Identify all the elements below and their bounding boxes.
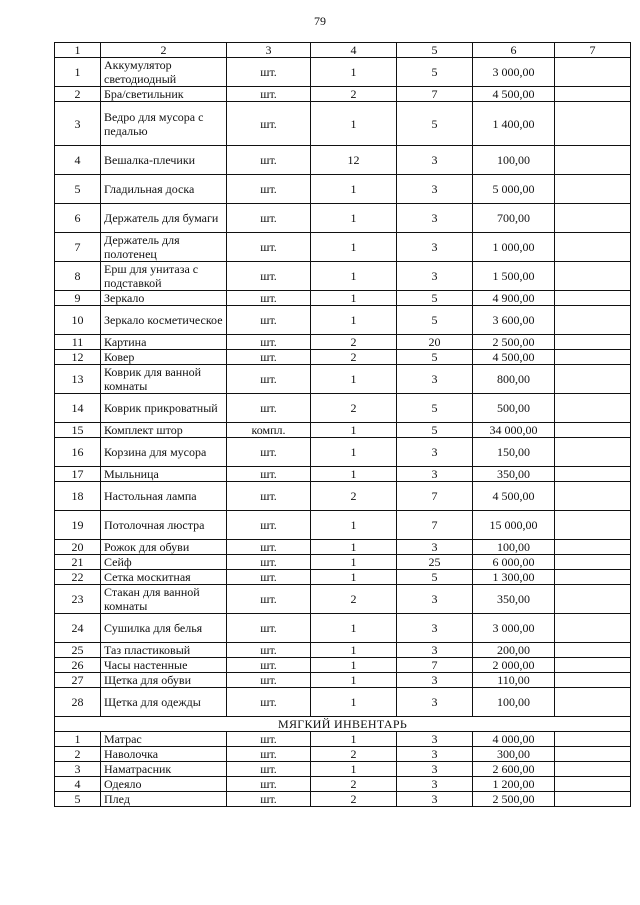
item-unit: шт. [227,747,311,762]
column-header: 3 [227,43,311,58]
item-unit: шт. [227,394,311,423]
table-row [55,423,631,438]
table-row [55,747,631,762]
item-price: 1 500,00 [473,262,555,291]
item-name: Стакан для ванной комнаты [101,585,227,614]
item-number: 6 [55,204,101,233]
item-number: 11 [55,335,101,350]
item-quantity: 2 [311,350,397,365]
table-row [55,511,631,540]
item-service-years: 3 [397,175,473,204]
item-unit: шт. [227,58,311,87]
item-service-years: 3 [397,204,473,233]
item-name: Ковер [101,350,227,365]
item-name: Коврик для ванной комнаты [101,365,227,394]
item-note [555,570,631,585]
item-unit: шт. [227,643,311,658]
item-price: 100,00 [473,540,555,555]
item-note [555,146,631,175]
item-unit: шт. [227,87,311,102]
item-number: 19 [55,511,101,540]
item-unit: шт. [227,762,311,777]
item-note [555,747,631,762]
item-unit: шт. [227,233,311,262]
item-unit: шт. [227,335,311,350]
item-unit: шт. [227,291,311,306]
table-row [55,585,631,614]
item-service-years: 3 [397,673,473,688]
table-row [55,146,631,175]
item-note [555,438,631,467]
item-note [555,585,631,614]
item-quantity: 1 [311,762,397,777]
item-note [555,555,631,570]
table-row [55,58,631,87]
table-row [55,350,631,365]
column-header: 5 [397,43,473,58]
table-row [55,87,631,102]
item-name: Комплект штор [101,423,227,438]
item-number: 4 [55,146,101,175]
section-title: МЯГКИЙ ИНВЕНТАРЬ [55,717,631,732]
table-row [55,540,631,555]
item-price: 300,00 [473,747,555,762]
table-row [55,394,631,423]
item-service-years: 20 [397,335,473,350]
item-unit: шт. [227,262,311,291]
item-service-years: 5 [397,291,473,306]
item-service-years: 5 [397,58,473,87]
item-unit: шт. [227,688,311,717]
item-number: 1 [55,58,101,87]
item-service-years: 3 [397,467,473,482]
item-note [555,350,631,365]
item-note [555,102,631,146]
item-unit: шт. [227,482,311,511]
item-service-years: 3 [397,365,473,394]
item-note [555,777,631,792]
item-service-years: 7 [397,658,473,673]
item-number: 9 [55,291,101,306]
item-service-years: 7 [397,511,473,540]
item-quantity: 1 [311,175,397,204]
item-unit: шт. [227,511,311,540]
column-header: 4 [311,43,397,58]
item-name: Держатель для полотенец [101,233,227,262]
item-quantity: 1 [311,262,397,291]
item-name: Картина [101,335,227,350]
item-number: 14 [55,394,101,423]
item-service-years: 5 [397,570,473,585]
item-service-years: 3 [397,585,473,614]
item-note [555,658,631,673]
item-note [555,688,631,717]
item-quantity: 1 [311,643,397,658]
item-number: 3 [55,102,101,146]
item-name: Бра/светильник [101,87,227,102]
item-service-years: 3 [397,146,473,175]
item-service-years: 5 [397,102,473,146]
table-row [55,658,631,673]
item-service-years: 3 [397,792,473,807]
table-row [55,467,631,482]
item-price: 2 500,00 [473,335,555,350]
column-header: 7 [555,43,631,58]
item-price: 700,00 [473,204,555,233]
item-number: 18 [55,482,101,511]
table-row [55,792,631,807]
item-name: Сетка москитная [101,570,227,585]
item-name: Корзина для мусора [101,438,227,467]
item-name: Потолочная люстра [101,511,227,540]
item-name: Плед [101,792,227,807]
item-price: 4 000,00 [473,732,555,747]
item-note [555,291,631,306]
item-number: 5 [55,175,101,204]
item-unit: шт. [227,732,311,747]
item-note [555,762,631,777]
item-name: Мыльница [101,467,227,482]
item-number: 2 [55,747,101,762]
item-price: 200,00 [473,643,555,658]
item-price: 1 400,00 [473,102,555,146]
item-name: Зеркало косметическое [101,306,227,335]
item-note [555,394,631,423]
item-unit: шт. [227,614,311,643]
item-quantity: 1 [311,204,397,233]
item-price: 2 600,00 [473,762,555,777]
item-quantity: 2 [311,335,397,350]
column-header: 6 [473,43,555,58]
item-service-years: 3 [397,438,473,467]
item-note [555,423,631,438]
item-number: 13 [55,365,101,394]
item-note [555,204,631,233]
item-unit: компл. [227,423,311,438]
item-quantity: 1 [311,570,397,585]
item-unit: шт. [227,658,311,673]
item-number: 24 [55,614,101,643]
item-name: Вешалка-плечики [101,146,227,175]
table-row [55,175,631,204]
item-number: 23 [55,585,101,614]
item-service-years: 3 [397,777,473,792]
item-price: 100,00 [473,146,555,175]
item-price: 5 000,00 [473,175,555,204]
item-name: Матрас [101,732,227,747]
item-name: Наволочка [101,747,227,762]
item-quantity: 1 [311,365,397,394]
item-unit: шт. [227,570,311,585]
item-number: 10 [55,306,101,335]
item-service-years: 5 [397,394,473,423]
item-price: 1 000,00 [473,233,555,262]
item-unit: шт. [227,585,311,614]
item-quantity: 12 [311,146,397,175]
item-service-years: 3 [397,262,473,291]
item-unit: шт. [227,540,311,555]
item-unit: шт. [227,204,311,233]
table-row [55,555,631,570]
table-row [55,102,631,146]
item-number: 22 [55,570,101,585]
item-price: 15 000,00 [473,511,555,540]
item-quantity: 1 [311,423,397,438]
item-price: 350,00 [473,467,555,482]
table-row [55,614,631,643]
page-number: 79 [314,14,326,28]
item-quantity: 1 [311,233,397,262]
item-price: 2 000,00 [473,658,555,673]
item-unit: шт. [227,365,311,394]
item-price: 4 500,00 [473,482,555,511]
item-price: 2 500,00 [473,792,555,807]
item-name: Гладильная доска [101,175,227,204]
item-number: 3 [55,762,101,777]
item-price: 350,00 [473,585,555,614]
item-quantity: 1 [311,540,397,555]
table-row [55,688,631,717]
item-service-years: 5 [397,350,473,365]
table-row [55,777,631,792]
table-row [55,204,631,233]
item-number: 4 [55,777,101,792]
item-number: 21 [55,555,101,570]
item-note [555,262,631,291]
item-price: 6 000,00 [473,555,555,570]
item-price: 3 000,00 [473,58,555,87]
item-price: 500,00 [473,394,555,423]
item-name: Ведро для мусора с педалью [101,102,227,146]
item-quantity: 2 [311,777,397,792]
item-unit: шт. [227,777,311,792]
item-note [555,335,631,350]
item-price: 34 000,00 [473,423,555,438]
item-quantity: 2 [311,747,397,762]
table-row [55,570,631,585]
inventory-table [54,42,631,807]
item-name: Аккумулятор светодиодный [101,58,227,87]
item-service-years: 3 [397,643,473,658]
item-note [555,482,631,511]
item-service-years: 25 [397,555,473,570]
item-price: 1 300,00 [473,570,555,585]
item-quantity: 1 [311,732,397,747]
item-number: 2 [55,87,101,102]
item-number: 25 [55,643,101,658]
item-note [555,233,631,262]
item-price: 3 000,00 [473,614,555,643]
item-number: 17 [55,467,101,482]
item-unit: шт. [227,146,311,175]
table-row [55,335,631,350]
item-note [555,175,631,204]
item-note [555,511,631,540]
item-quantity: 1 [311,102,397,146]
item-number: 1 [55,732,101,747]
item-price: 4 500,00 [473,350,555,365]
table-row [55,732,631,747]
item-name: Коврик прикроватный [101,394,227,423]
item-service-years: 3 [397,614,473,643]
item-service-years: 3 [397,233,473,262]
item-unit: шт. [227,175,311,204]
item-number: 7 [55,233,101,262]
table-row [55,262,631,291]
item-unit: шт. [227,438,311,467]
item-quantity: 2 [311,792,397,807]
item-number: 5 [55,792,101,807]
item-unit: шт. [227,555,311,570]
table-row [55,673,631,688]
item-note [555,58,631,87]
item-unit: шт. [227,673,311,688]
table-row [55,643,631,658]
item-quantity: 2 [311,87,397,102]
table-row [55,482,631,511]
item-name: Настольная лампа [101,482,227,511]
item-quantity: 1 [311,688,397,717]
item-name: Рожок для обуви [101,540,227,555]
item-unit: шт. [227,102,311,146]
item-price: 100,00 [473,688,555,717]
item-name: Одеяло [101,777,227,792]
table-row [55,233,631,262]
table-row [55,438,631,467]
item-price: 800,00 [473,365,555,394]
item-service-years: 3 [397,732,473,747]
item-quantity: 2 [311,394,397,423]
item-quantity: 1 [311,511,397,540]
item-service-years: 7 [397,87,473,102]
item-name: Щетка для обуви [101,673,227,688]
item-note [555,673,631,688]
item-unit: шт. [227,792,311,807]
item-name: Щетка для одежды [101,688,227,717]
item-number: 28 [55,688,101,717]
item-service-years: 3 [397,688,473,717]
item-number: 15 [55,423,101,438]
item-number: 16 [55,438,101,467]
item-quantity: 1 [311,306,397,335]
item-number: 27 [55,673,101,688]
item-quantity: 1 [311,555,397,570]
item-name: Сейф [101,555,227,570]
item-service-years: 7 [397,482,473,511]
item-name: Таз пластиковый [101,643,227,658]
item-quantity: 2 [311,585,397,614]
item-price: 150,00 [473,438,555,467]
item-quantity: 1 [311,658,397,673]
item-service-years: 3 [397,762,473,777]
item-note [555,643,631,658]
item-quantity: 1 [311,614,397,643]
item-quantity: 1 [311,673,397,688]
table-row [55,365,631,394]
item-note [555,540,631,555]
section-row [55,717,631,732]
item-quantity: 1 [311,58,397,87]
item-quantity: 1 [311,291,397,306]
item-number: 26 [55,658,101,673]
item-service-years: 5 [397,423,473,438]
item-service-years: 5 [397,306,473,335]
item-name: Сушилка для белья [101,614,227,643]
item-name: Часы настенные [101,658,227,673]
item-unit: шт. [227,467,311,482]
item-unit: шт. [227,306,311,335]
item-quantity: 1 [311,467,397,482]
item-number: 8 [55,262,101,291]
item-note [555,87,631,102]
item-price: 4 900,00 [473,291,555,306]
item-quantity: 1 [311,438,397,467]
item-price: 1 200,00 [473,777,555,792]
item-note [555,732,631,747]
item-unit: шт. [227,350,311,365]
item-note [555,306,631,335]
item-price: 3 600,00 [473,306,555,335]
item-note [555,365,631,394]
item-name: Зеркало [101,291,227,306]
item-name: Наматрасник [101,762,227,777]
item-service-years: 3 [397,540,473,555]
item-price: 110,00 [473,673,555,688]
item-price: 4 500,00 [473,87,555,102]
item-number: 12 [55,350,101,365]
table-row [55,306,631,335]
item-name: Держатель для бумаги [101,204,227,233]
column-header: 1 [55,43,101,58]
table-row [55,762,631,777]
item-note [555,614,631,643]
item-note [555,792,631,807]
table-row [55,291,631,306]
item-note [555,467,631,482]
item-quantity: 2 [311,482,397,511]
table-header-row [55,43,631,58]
column-header: 2 [101,43,227,58]
item-service-years: 3 [397,747,473,762]
item-number: 20 [55,540,101,555]
item-name: Ерш для унитаза с подставкой [101,262,227,291]
